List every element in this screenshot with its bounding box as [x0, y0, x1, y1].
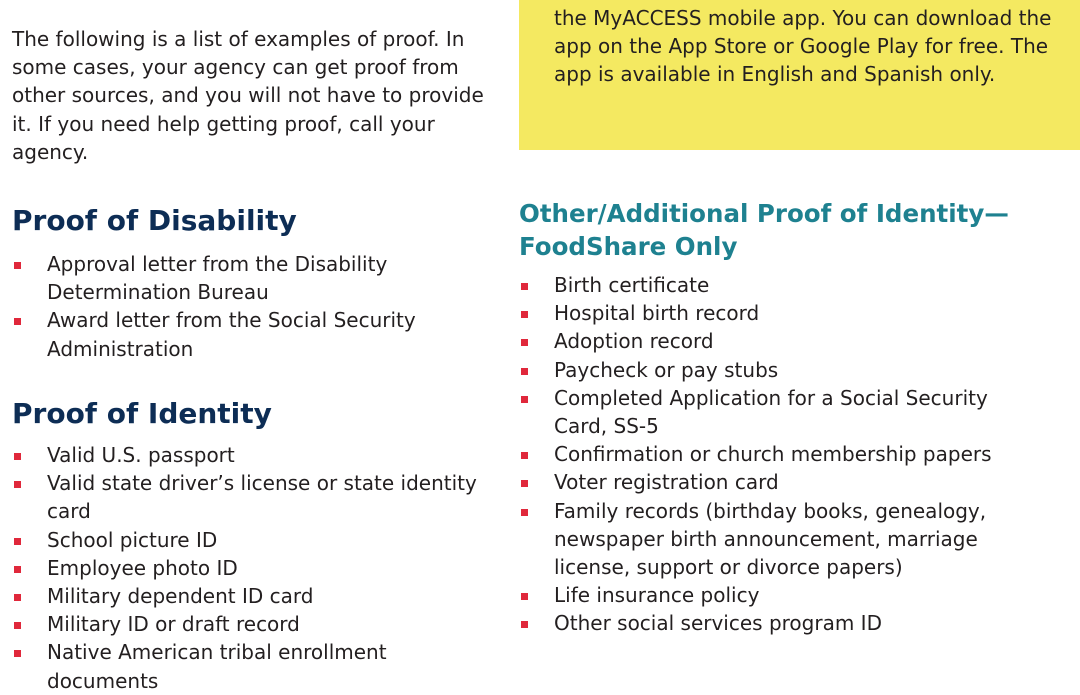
list-item-text: Military dependent ID card — [47, 584, 314, 609]
bullet-square-icon — [14, 318, 21, 325]
list-item — [519, 384, 999, 440]
bullet-square-icon — [521, 480, 528, 487]
list-item-text: Hospital birth record — [554, 301, 760, 326]
list-item — [12, 469, 492, 525]
bullet-square-icon — [521, 509, 528, 516]
list-item — [12, 306, 492, 362]
bullet-square-icon — [14, 622, 21, 629]
foodshare-heading-line1: Other/Additional Proof of Identity— — [519, 199, 1009, 228]
list-item — [519, 440, 999, 468]
list-item — [12, 554, 492, 582]
bullet-square-icon — [521, 283, 528, 290]
disability-list — [12, 250, 492, 363]
list-item-text: Valid U.S. passport — [47, 443, 235, 467]
list-item-text: Life insurance policy — [554, 583, 760, 608]
list-item — [12, 250, 492, 306]
list-item — [519, 468, 999, 496]
disability-heading: Proof of Disability — [12, 204, 297, 237]
list-item-text: Native American tribal enrollment documents — [47, 640, 387, 693]
list-item-text: Valid state driver’s license or state identity card — [47, 471, 477, 524]
bullet-square-icon — [14, 262, 21, 269]
list-item-text: Confirmation or church membership papers — [554, 442, 992, 467]
list-item-text: Adoption record — [554, 329, 714, 354]
identity-list — [12, 441, 492, 695]
list-item — [519, 271, 999, 299]
list-item — [519, 299, 999, 327]
bullet-square-icon — [521, 311, 528, 318]
foodshare-heading-line2: FoodShare Only — [519, 232, 738, 261]
bullet-square-icon — [521, 368, 528, 375]
callout-text: the MyACCESS mobile app. You can download the app on the App Store or Google Play for free. The app is available in English and Spanish only. — [554, 6, 1052, 87]
foodshare-heading — [519, 197, 1009, 263]
list-item-text: School picture ID — [47, 527, 218, 552]
list-item-text: Employee photo ID — [47, 555, 238, 580]
list-item-text: Completed Application for a Social Security Card, SS-5 — [554, 385, 988, 439]
list-item — [12, 638, 492, 694]
list-item — [12, 526, 492, 554]
bullet-square-icon — [14, 566, 21, 573]
list-item-text: Family records (birthday books, genealogy, newspaper birth announcement, marriage license, support or divorce papers) — [554, 498, 987, 580]
bullet-square-icon — [14, 538, 21, 545]
list-item-text: Approval letter from the Disability Determination Bureau — [47, 252, 388, 305]
callout-box — [519, 0, 1080, 150]
list-item-text: Military ID or draft record — [47, 612, 300, 637]
identity-heading: Proof of Identity — [12, 397, 272, 430]
list-item — [12, 441, 492, 469]
bullet-square-icon — [14, 481, 21, 488]
bullet-square-icon — [521, 339, 528, 346]
bullet-square-icon — [521, 621, 528, 628]
list-item-text: Birth certificate — [554, 273, 710, 297]
list-item — [519, 356, 999, 384]
bullet-square-icon — [14, 453, 21, 460]
list-item-text: Paycheck or pay stubs — [554, 357, 779, 382]
list-item-text: Voter registration card — [554, 470, 779, 495]
bullet-square-icon — [521, 452, 528, 459]
list-item — [519, 497, 999, 582]
bullet-square-icon — [14, 594, 21, 601]
bullet-square-icon — [521, 396, 528, 403]
list-item — [519, 609, 999, 637]
list-item-text: Other social services program ID — [554, 611, 882, 636]
foodshare-list — [519, 271, 999, 638]
bullet-square-icon — [521, 593, 528, 600]
list-item — [519, 327, 999, 355]
list-item — [519, 581, 999, 609]
bullet-square-icon — [14, 650, 21, 657]
list-item — [12, 610, 492, 638]
list-item — [12, 582, 492, 610]
list-item-text: Award letter from the Social Security Administration — [47, 308, 416, 361]
intro-paragraph: The following is a list of examples of proof. In some cases, your agency can get proof from other sources, and you will not have to provide it. If you need help getting proof, call your agency. — [12, 27, 484, 164]
